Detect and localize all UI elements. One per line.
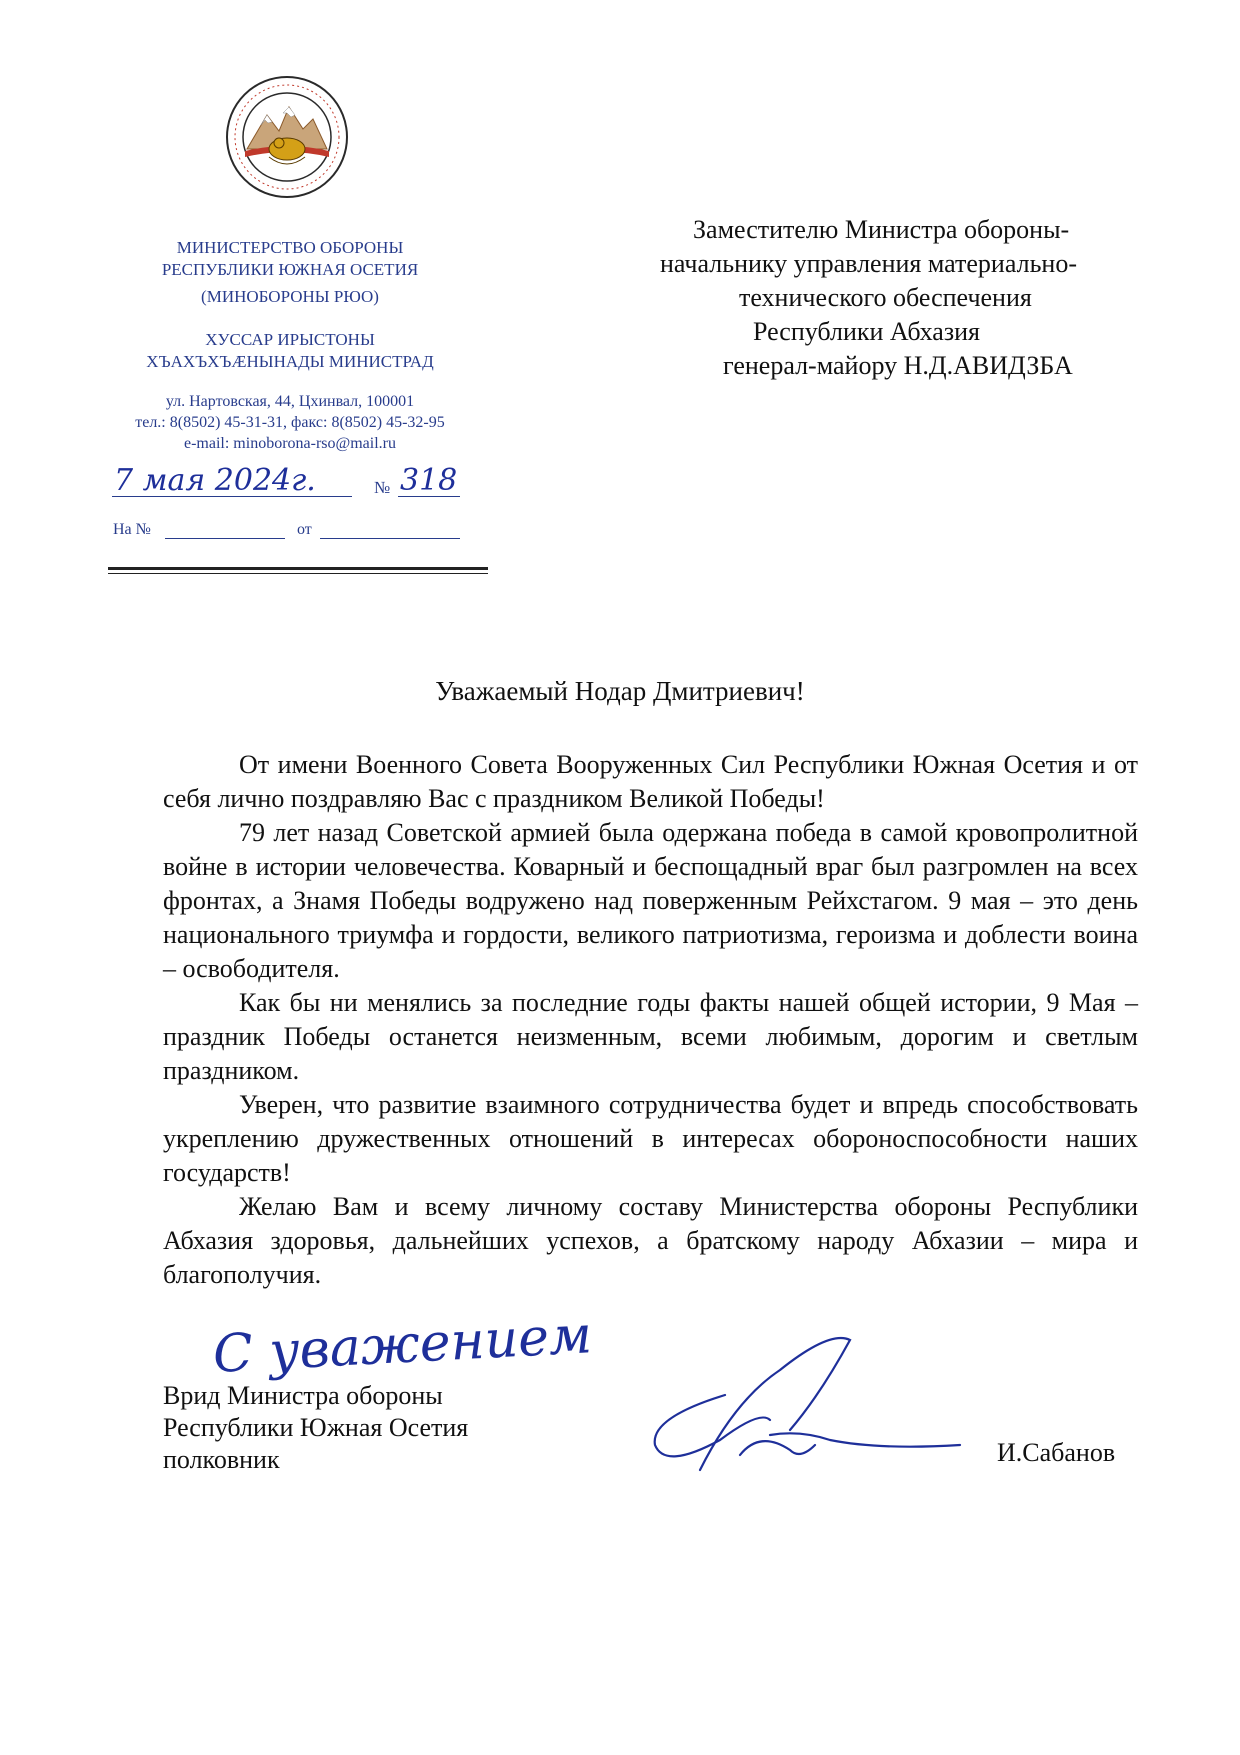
signature-scribble [655, 1338, 960, 1470]
ministry-name-os-line2: ХЪАХЪХЪÆНЫНАДЫ МИНИСТРАД [146, 352, 434, 371]
reply-to-label: На № [113, 521, 151, 538]
addressee-line4: Республики Абхазия [753, 317, 980, 346]
ministry-address: ул. Нартовская, 44, Цхинвал, 100001 [165, 393, 415, 410]
signatory-rank: полковник [163, 1445, 280, 1474]
signatory-name: И.Сабанов [997, 1438, 1116, 1467]
letter-body [163, 748, 1138, 1292]
ministry-email: e-mail: minoborona-rso@mail.ru [183, 435, 396, 452]
coat-of-arms-emblem [225, 75, 349, 199]
letter-date-handwritten: 7 мая 2024г. [114, 463, 316, 498]
greeting: Уважаемый Нодар Дмитриевич! [435, 676, 805, 706]
ministry-name-os-line1: ХУССАР ИРЫСТОНЫ [205, 330, 375, 349]
body-paragraph-4: Уверен, что развитие взаимного сотрудничества будет и впредь способствовать укреплению дружественных отношений в интересах обороноспособности наших государств! [163, 1090, 1138, 1187]
ministry-phone: тел.: 8(8502) 45-31-31, факс: 8(8502) 45-32-95 [135, 414, 445, 431]
addressee-line5: генерал-майору Н.Д.АВИДЗБА [723, 351, 1073, 380]
signatory-title-line1: Врид Министра обороны [163, 1381, 443, 1410]
body-paragraph-5: Желаю Вам и всему личному составу Министерства обороны Республики Абхазия здоровья, дальнейших успехов, а братскому народу Абхазии – мира и благополучия. [163, 1192, 1138, 1289]
closing-handwritten: С уважением [211, 1305, 594, 1385]
reply-from-underline [320, 538, 460, 539]
body-paragraph-3: Как бы ни менялись за последние годы факты нашей общей истории, 9 Мая – праздник Победы останется неизменным, всеми любимым, дорогим и светлым праздником. [163, 988, 1138, 1085]
addressee-line2: начальнику управления материально- [660, 249, 1078, 278]
ministry-contacts [95, 391, 485, 454]
letter-number-handwritten: 318 [400, 463, 458, 498]
ministry-abbreviation: (МИНОБОРОНЫ РЮО) [201, 287, 379, 306]
ministry-name-os [95, 329, 485, 373]
addressee-line3: технического обеспечения [739, 283, 1032, 312]
signatory-title-line2: Республики Южная Осетия [163, 1413, 469, 1442]
letter-number-label: № [374, 478, 391, 497]
ministry-name-ru-line1: МИНИСТЕРСТВО ОБОРОНЫ [176, 238, 404, 257]
body-paragraph-2: 79 лет назад Советской армией была одержана победа в самой кровопролитной войне в истории человечества. Коварный и беспощадный враг был разгромлен на всех фронтах, а Знамя Победы водружено над поверженным Рейхстагом. 9 мая – это день национального триумфа и гордости, великого патриотизма, героизма и доблести воина – освободителя. [163, 818, 1138, 983]
letterhead-divider [108, 567, 488, 570]
letterhead-divider-thin [108, 573, 488, 574]
addressee-line1: Заместителю Министра обороны- [693, 215, 1070, 244]
ministry-name-ru [95, 237, 485, 281]
body-paragraph-1: От имени Военного Совета Вооруженных Сил Республики Южная Осетия и от себя лично поздравляю Вас с праздником Великой Победы! [163, 750, 1138, 813]
reply-to-underline [165, 538, 285, 539]
reply-from-label: от [297, 521, 312, 538]
ministry-name-ru-line2: РЕСПУБЛИКИ ЮЖНАЯ ОСЕТИЯ [161, 260, 419, 279]
